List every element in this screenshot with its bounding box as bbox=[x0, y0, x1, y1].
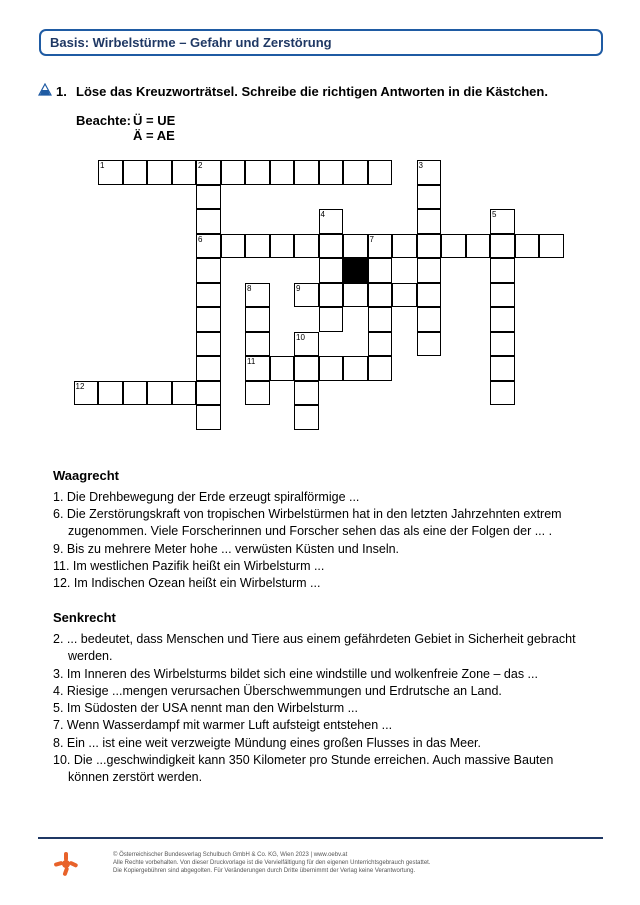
crossword-cell[interactable] bbox=[490, 258, 515, 283]
crossword-cell[interactable] bbox=[417, 185, 442, 210]
crossword-cell[interactable] bbox=[319, 209, 344, 234]
note-label: Beachte: bbox=[76, 113, 131, 128]
crossword-cell[interactable] bbox=[196, 185, 221, 210]
crossword-cell[interactable] bbox=[319, 160, 344, 185]
level-pyramid-icon bbox=[38, 83, 52, 96]
crossword-cell[interactable] bbox=[294, 234, 319, 259]
crossword-blocked-cell bbox=[343, 258, 368, 283]
crossword-cell[interactable] bbox=[196, 283, 221, 308]
crossword-cell[interactable] bbox=[221, 160, 246, 185]
footer-rights: Alle Rechte vorbehalten. Von dieser Druckvorlage ist die Vervielfältigung für den eigenen Unterrichtsgebrauch gestattet. bbox=[113, 860, 431, 866]
task-instruction: Löse das Kreuzworträtsel. Schreibe die richtigen Antworten in die Kästchen. bbox=[76, 84, 548, 99]
crossword-cell[interactable] bbox=[294, 405, 319, 430]
crossword-cell[interactable] bbox=[368, 160, 393, 185]
crossword-cell[interactable] bbox=[245, 307, 270, 332]
crossword-cell[interactable] bbox=[343, 283, 368, 308]
page-header bbox=[39, 29, 603, 56]
crossword-cell[interactable] bbox=[319, 356, 344, 381]
crossword-cell[interactable] bbox=[270, 234, 295, 259]
crossword-cell[interactable] bbox=[245, 332, 270, 357]
crossword-cell[interactable] bbox=[172, 381, 197, 406]
clue-number-12: 12 bbox=[75, 381, 85, 391]
footer-copyright: © Österreichischer Bundesverlag Schulbuch GmbH & Co. KG, Wien 2023 | www.oebv.at bbox=[113, 852, 348, 858]
crossword-cell[interactable] bbox=[245, 356, 270, 381]
across-clue-9: 9. Bis zu mehrere Meter hohe ... verwüsten Küsten und Inseln. bbox=[53, 542, 400, 556]
crossword-cell[interactable] bbox=[196, 307, 221, 332]
down-clue-5: 5. Im Südosten der USA nennt man den Wirbelsturm ... bbox=[53, 701, 359, 715]
crossword-cell[interactable] bbox=[490, 283, 515, 308]
crossword-cell[interactable] bbox=[294, 356, 319, 381]
crossword-cell[interactable] bbox=[417, 307, 442, 332]
crossword-cell[interactable] bbox=[343, 160, 368, 185]
crossword-cell[interactable] bbox=[417, 209, 442, 234]
crossword-cell[interactable] bbox=[515, 234, 540, 259]
crossword-cell[interactable] bbox=[245, 234, 270, 259]
crossword-cell[interactable] bbox=[98, 160, 123, 185]
crossword-cell[interactable] bbox=[172, 160, 197, 185]
crossword-cell[interactable] bbox=[245, 283, 270, 308]
crossword-cell[interactable] bbox=[245, 381, 270, 406]
crossword-cell[interactable] bbox=[417, 160, 442, 185]
crossword-cell[interactable] bbox=[270, 356, 295, 381]
crossword-cell[interactable] bbox=[368, 356, 393, 381]
down-clue-10: 10. Die ...geschwindigkeit kann 350 Kilometer pro Stunde erreichen. Auch massive Bauten bbox=[53, 753, 554, 767]
clue-number-4: 4 bbox=[320, 210, 325, 219]
down-clue-8: 8. Ein ... ist eine weit verzweigte Mündung eines großen Flusses in das Meer. bbox=[53, 736, 481, 750]
crossword-cell[interactable] bbox=[319, 234, 344, 259]
across-clue-11: 11. Im westlichen Pazifik heißt ein Wirbelsturm ... bbox=[53, 559, 325, 573]
clue-number-5: 5 bbox=[492, 210, 497, 219]
crossword-cell[interactable] bbox=[147, 160, 172, 185]
crossword-cell[interactable] bbox=[98, 381, 123, 406]
clue-number-6: 6 bbox=[198, 234, 203, 244]
clue-number-1: 1 bbox=[100, 161, 105, 170]
crossword-cell[interactable] bbox=[490, 307, 515, 332]
crossword-cell[interactable] bbox=[343, 234, 368, 259]
task-number: 1. bbox=[56, 84, 67, 99]
across-clue-12: 12. Im Indischen Ozean heißt ein Wirbelsturm ... bbox=[53, 576, 321, 590]
crossword-cell[interactable] bbox=[490, 209, 515, 234]
crossword-cell[interactable] bbox=[294, 381, 319, 406]
crossword-cell[interactable] bbox=[368, 283, 393, 308]
down-clue-2-cont: werden. bbox=[68, 649, 113, 663]
across-clue-6-cont: zugenommen. Viele Forscherinnen und Forscher sehen das als eine der Folgen der ... . bbox=[68, 524, 553, 538]
crossword-cell[interactable] bbox=[368, 258, 393, 283]
clue-number-2: 2 bbox=[198, 161, 203, 170]
footer-divider bbox=[38, 837, 603, 839]
crossword-cell[interactable] bbox=[490, 332, 515, 357]
crossword-cell[interactable] bbox=[196, 258, 221, 283]
footer-disclaimer: Die Kopiergebühren sind abgegolten. Für Veränderungen durch Dritte übernimmt der Verlag keine Verantwortung. bbox=[113, 868, 416, 874]
crossword-cell[interactable] bbox=[368, 307, 393, 332]
crossword-cell[interactable] bbox=[74, 381, 99, 406]
crossword-cell[interactable] bbox=[368, 234, 393, 259]
crossword-cell[interactable] bbox=[319, 283, 344, 308]
clue-number-3: 3 bbox=[418, 161, 423, 170]
crossword-cell[interactable] bbox=[196, 234, 221, 259]
across-clue-1: 1. Die Drehbewegung der Erde erzeugt spiralförmige ... bbox=[53, 490, 360, 504]
crossword-cell[interactable] bbox=[294, 283, 319, 308]
crossword-cell[interactable] bbox=[417, 234, 442, 259]
crossword-cell[interactable] bbox=[196, 405, 221, 430]
down-clue-2: 2. ... bedeutet, dass Menschen und Tiere aus einem gefährdeten Gebiet in Sicherheit gebracht bbox=[53, 632, 576, 646]
crossword-cell[interactable] bbox=[319, 307, 344, 332]
crossword-cell[interactable] bbox=[319, 258, 344, 283]
down-clue-7: 7. Wenn Wasserdampf mit warmer Luft aufsteigt entstehen ... bbox=[53, 718, 393, 732]
crossword-cell[interactable] bbox=[123, 160, 148, 185]
crossword-cell[interactable] bbox=[294, 160, 319, 185]
down-clue-3: 3. Im Inneren des Wirbelsturms bildet sich eine windstille und wolkenfreie Zone – das ... bbox=[53, 667, 538, 681]
crossword-grid bbox=[0, 0, 640, 440]
crossword-cell[interactable] bbox=[196, 332, 221, 357]
clue-number-10: 10 bbox=[296, 332, 305, 342]
down-clue-10-cont: können zerstört werden. bbox=[68, 770, 203, 784]
crossword-cell[interactable] bbox=[417, 258, 442, 283]
crossword-cell[interactable] bbox=[294, 332, 319, 357]
across-title: Waagrecht bbox=[53, 468, 119, 483]
crossword-cell[interactable] bbox=[196, 356, 221, 381]
clue-number-8: 8 bbox=[247, 283, 252, 293]
crossword-cell[interactable] bbox=[196, 381, 221, 406]
crossword-cell[interactable] bbox=[368, 332, 393, 357]
crossword-cell[interactable] bbox=[196, 209, 221, 234]
crossword-cell[interactable] bbox=[417, 332, 442, 357]
crossword-cell[interactable] bbox=[196, 160, 221, 185]
crossword-cell[interactable] bbox=[490, 356, 515, 381]
publisher-logo-icon bbox=[53, 851, 79, 877]
note-line-ue: Ü = UE bbox=[133, 113, 176, 128]
crossword-cell[interactable] bbox=[392, 234, 417, 259]
down-title: Senkrecht bbox=[53, 610, 116, 625]
clue-number-9: 9 bbox=[296, 283, 301, 293]
clue-number-11: 11 bbox=[247, 357, 256, 366]
crossword-cell[interactable] bbox=[441, 234, 466, 259]
across-clue-6: 6. Die Zerstörungskraft von tropischen Wirbelstürmen hat in den letzten Jahrzehnten extrem bbox=[53, 507, 562, 521]
crossword-cell[interactable] bbox=[221, 234, 246, 259]
note-line-ae: Ä = AE bbox=[133, 128, 175, 143]
crossword-cell[interactable] bbox=[490, 381, 515, 406]
crossword-cell[interactable] bbox=[245, 160, 270, 185]
crossword-cell[interactable] bbox=[123, 381, 148, 406]
crossword-cell[interactable] bbox=[539, 234, 564, 259]
crossword-cell[interactable] bbox=[147, 381, 172, 406]
clue-number-7: 7 bbox=[369, 234, 374, 244]
crossword-cell[interactable] bbox=[343, 356, 368, 381]
crossword-cell[interactable] bbox=[392, 283, 417, 308]
crossword-cell[interactable] bbox=[490, 234, 515, 259]
down-clue-4: 4. Riesige ...mengen verursachen Überschwemmungen und Erdrutsche an Land. bbox=[53, 684, 502, 698]
page-title: Basis: Wirbelstürme – Gefahr und Zerstörung bbox=[50, 35, 332, 50]
crossword-cell[interactable] bbox=[270, 160, 295, 185]
crossword-cell[interactable] bbox=[466, 234, 491, 259]
crossword-cell[interactable] bbox=[417, 283, 442, 308]
